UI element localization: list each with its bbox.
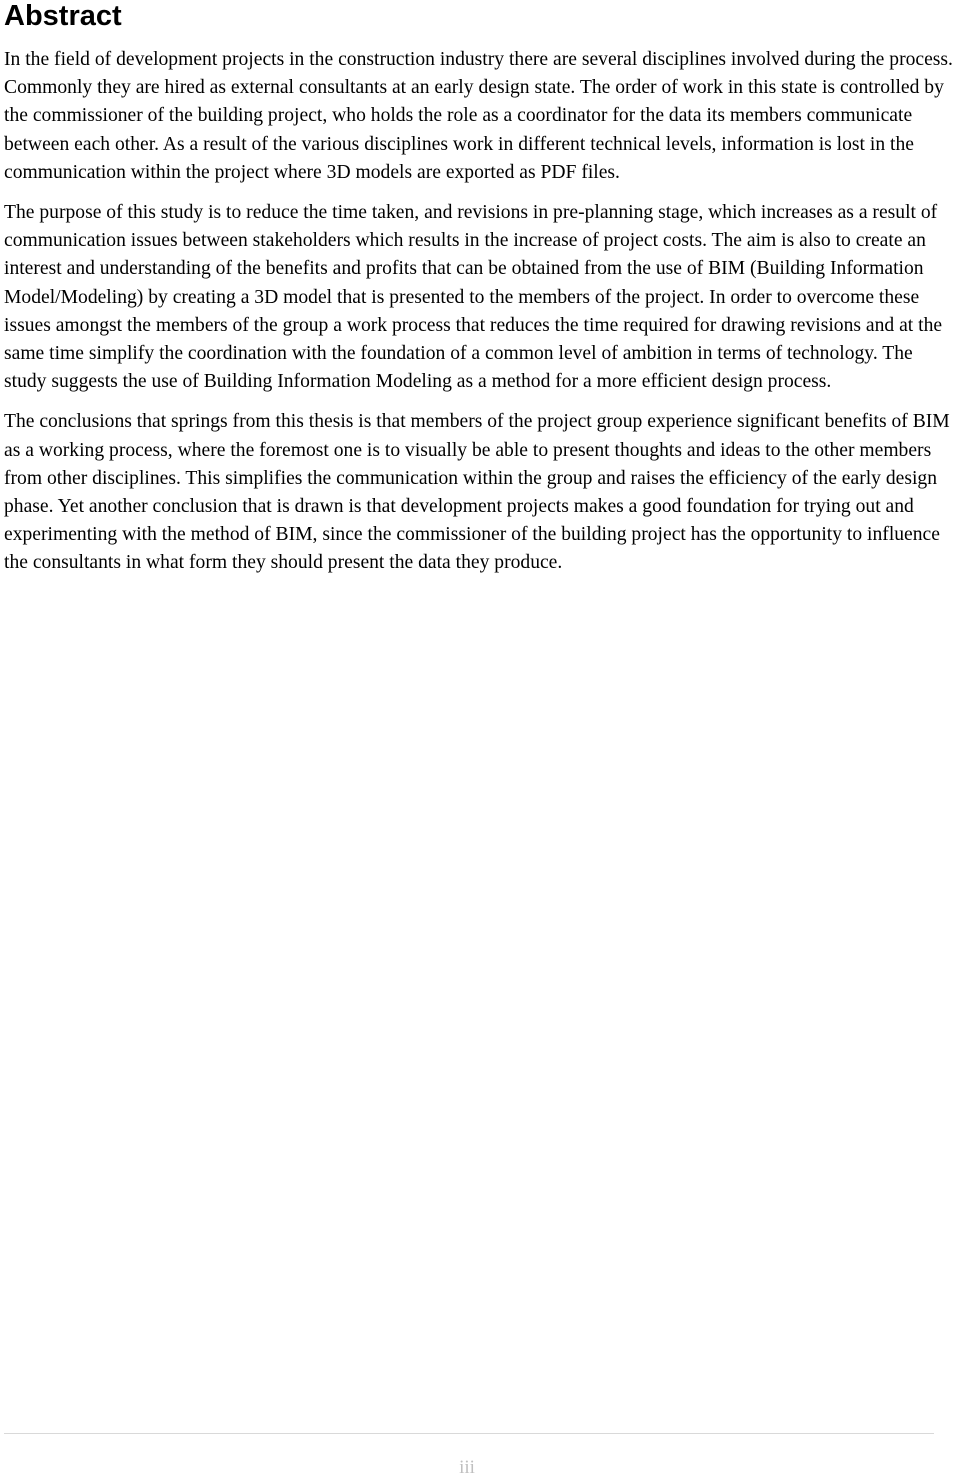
abstract-paragraph-1: In the field of development projects in the construction industry there are several disciplines involved during the process. Commonly they are hired as external consultants at an early design state. The order of work in this state is controlled by the commissioner of the building project, who holds the role as a coordinator for the data its members communicate between each other. As a result of the various disciplines work in different technical levels, information is lost in the communication within the project where 3D models are exported as PDF files. [4, 49, 953, 183]
abstract-body [4, 46, 960, 590]
page-number: iii [459, 1457, 475, 1478]
abstract-paragraph-3: The conclusions that springs from this thesis is that members of the project group experience significant benefits of BIM as a working process, where the foremost one is to visually be able to present thoughts and ideas to the other members from other disciplines. This simplifies the communication within the group and raises the efficiency of the early design phase. Yet another conclusion that is drawn is that development projects makes a good foundation for trying out and experimenting with the method of BIM, since the commissioner of the building project has the opportunity to influence the consultants in what form they should present the data they produce. [4, 411, 950, 574]
page-title: Abstract [4, 0, 122, 32]
footer-divider [4, 1433, 934, 1434]
abstract-paragraph-2: The purpose of this study is to reduce the time taken, and revisions in pre-planning stage, which increases as a result of communication issues between stakeholders which results in the increase of project costs. The aim is also to create an interest and understanding of the benefits and profits that can be obtained from the use of BIM (Building Information Model/Modeling) by creating a 3D model that is presented to the members of the project. In order to overcome these issues amongst the members of the group a work process that reduces the time required for drawing revisions and at the same time simplify the coordination with the foundation of a common level of ambition in terms of technology. The study suggests the use of Building Information Modeling as a method for a more efficient design process. [4, 202, 943, 393]
